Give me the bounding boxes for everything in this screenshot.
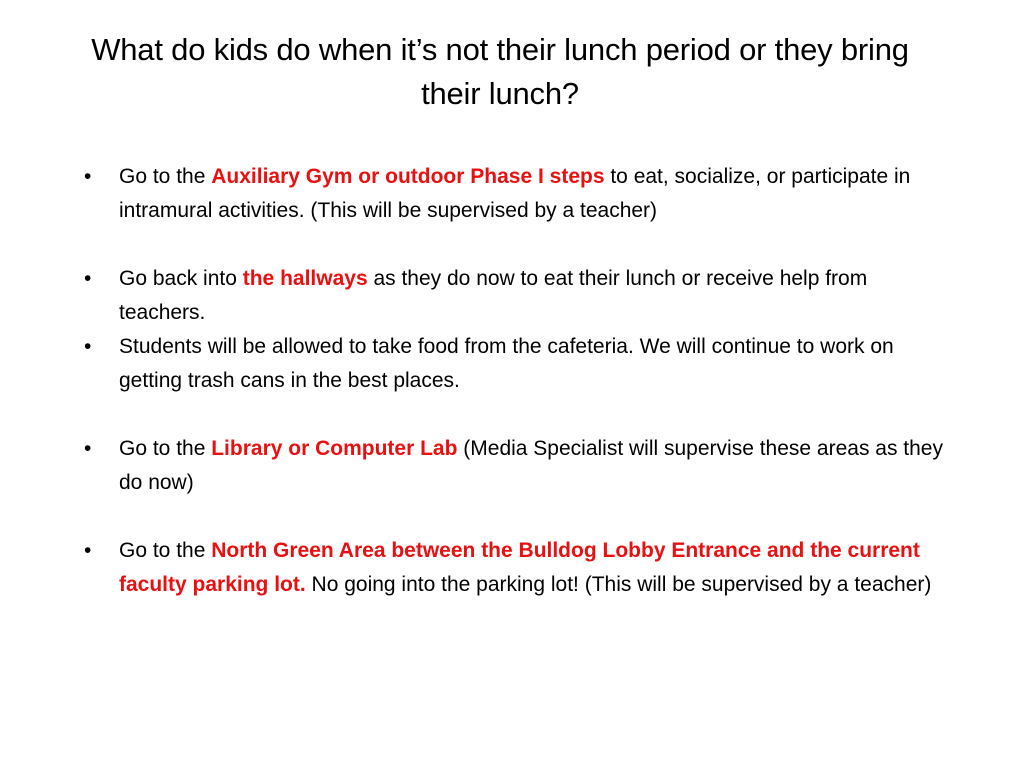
- bullet-item-auxiliary-gym: [84, 160, 954, 228]
- bullet-text-before: Go to the: [119, 437, 212, 460]
- bullet-dot-icon: •: [84, 165, 92, 188]
- bullet-item-hallways: [84, 262, 954, 330]
- bullet-dot-icon: •: [84, 267, 92, 290]
- bullet-spacer: [84, 500, 954, 534]
- bullet-text-after: (Media Specialist will supervise these areas as they do now): [119, 437, 943, 494]
- bullet-text-after: No going into the parking lot! (This will be supervised by a teacher): [305, 573, 932, 596]
- bullet-text-before: Go back into: [119, 267, 243, 290]
- bullet-highlight: the hallways: [242, 267, 368, 290]
- bullet-text-after: as they do now to eat their lunch or receive help from teachers.: [119, 267, 868, 324]
- bullet-spacer: [84, 398, 954, 432]
- bullet-text-before: Go to the: [119, 539, 212, 562]
- bullet-dot-icon: •: [84, 437, 92, 460]
- bullet-text-before: Students will be allowed to take food from the cafeteria. We will continue to work on getting trash cans in the best places.: [119, 335, 894, 392]
- bullet-dot-icon: •: [84, 539, 92, 562]
- slide-title: What do kids do when it’s not their lunch period or they bring their lunch?: [91, 32, 909, 111]
- bullet-highlight: Auxiliary Gym or outdoor Phase I steps: [211, 165, 605, 188]
- bullet-text-after: to eat, socialize, or participate in intramural activities. (This will be supervised by a teacher): [119, 165, 911, 222]
- bullet-text-before: Go to the: [119, 165, 212, 188]
- bullet-highlight: North Green Area between the Bulldog Lobby Entrance and the current faculty parking lot.: [119, 539, 920, 596]
- bullet-spacer: [84, 228, 954, 262]
- bullet-list: [84, 160, 954, 602]
- bullet-dot-icon: •: [84, 335, 92, 358]
- bullet-item-library: [84, 432, 954, 500]
- bullet-item-north-green: [84, 534, 954, 602]
- bullet-highlight: Library or Computer Lab: [211, 437, 458, 460]
- bullet-item-cafeteria: [84, 330, 954, 398]
